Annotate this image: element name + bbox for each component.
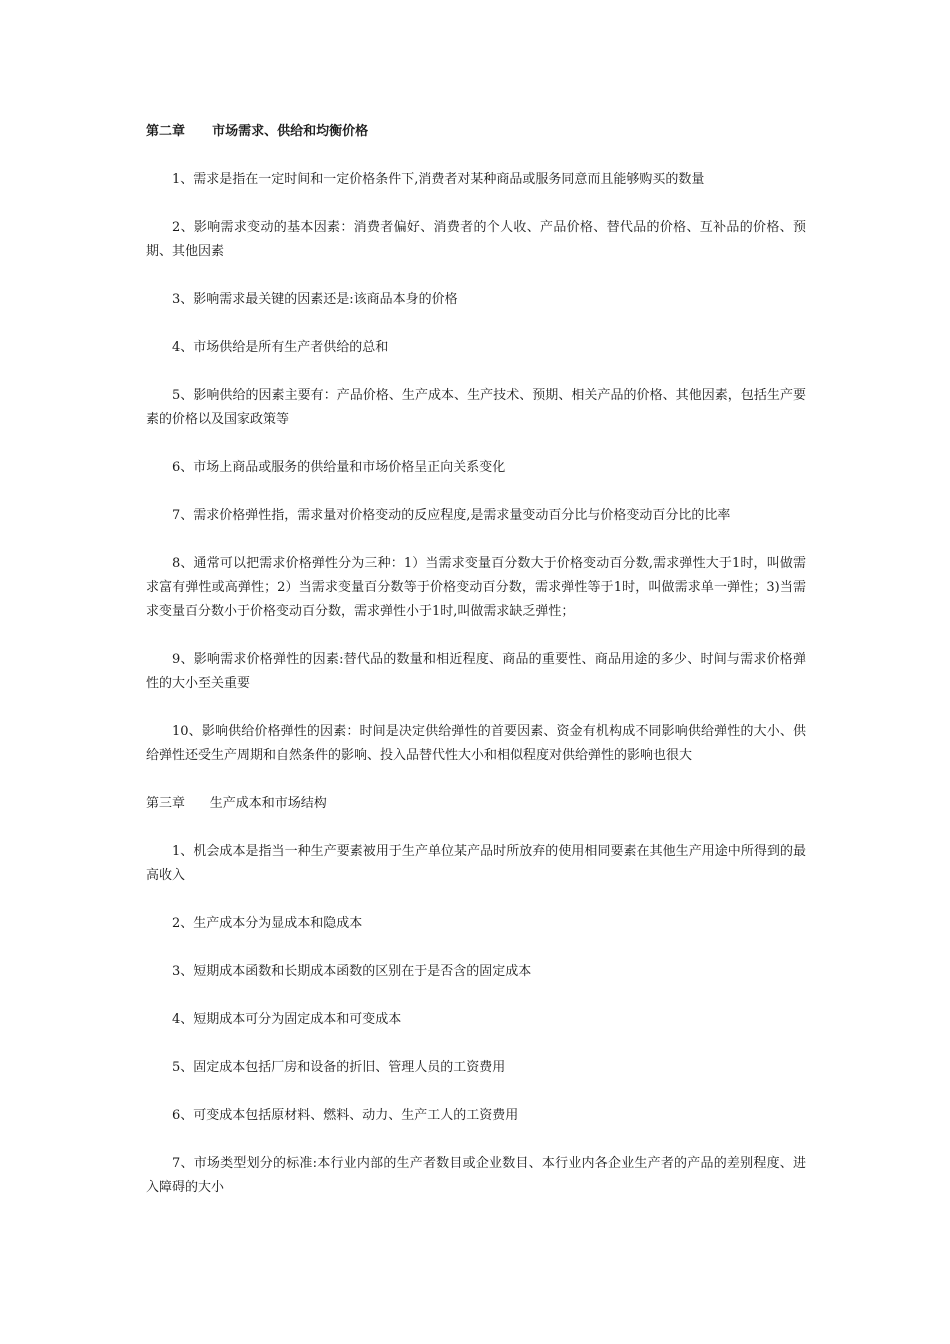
chapter-3-item-7: 7、市场类型划分的标准:本行业内部的生产者数目或企业数目、本行业内各企业生产者的产品的差别程度、进入障碍的大小 <box>146 1156 806 1195</box>
chapter-3-item-1: 1、机会成本是指当一种生产要素被用于生产单位某产品时所放弃的使用相同要素在其他生产用途中所得到的最高收入 <box>146 844 806 883</box>
chapter-3-item-4: 4、短期成本可分为固定成本和可变成本 <box>172 1012 402 1027</box>
chapter-2-item-4: 4、市场供给是所有生产者供给的总和 <box>172 340 389 355</box>
chapter-2-title: 第二章 市场需求、供给和均衡价格 <box>146 124 369 139</box>
chapter-2-item-7: 7、需求价格弹性指，需求量对价格变动的反应程度,是需求量变动百分比与价格变动百分比的比率 <box>172 508 731 523</box>
chapter-2-item-2: 2、影响需求变动的基本因素：消费者偏好、消费者的个人收、产品价格、替代品的价格、互补品的价格、预期、其他因素 <box>146 220 806 259</box>
chapter-2-item-9: 9、影响需求价格弹性的因素:替代品的数量和相近程度、商品的重要性、商品用途的多少、时间与需求价格弹性的大小至关重要 <box>146 652 806 691</box>
chapter-3-item-6: 6、可变成本包括原材料、燃料、动力、生产工人的工资费用 <box>172 1108 519 1123</box>
chapter-3-title: 第三章 生产成本和市场结构 <box>146 796 327 811</box>
chapter-2-item-3: 3、影响需求最关键的因素还是:该商品本身的价格 <box>172 292 458 307</box>
chapter-3-item-5: 5、固定成本包括厂房和设备的折旧、管理人员的工资费用 <box>172 1060 506 1075</box>
document-page <box>146 120 806 1224</box>
chapter-2-item-8: 8、通常可以把需求价格弹性分为三种：1）当需求变量百分数大于价格变动百分数,需求弹性大于1时，叫做需求富有弹性或高弹性；2）当需求变量百分数等于价格变动百分数，需求弹性等于1时，叫做需求单一弹性；3)当需求变量百分数小于价格变动百分数，需求弹性小于1时,叫做需求缺乏弹性； <box>146 556 806 619</box>
chapter-2-item-5: 5、影响供给的因素主要有：产品价格、生产成本、生产技术、预期、相关产品的价格、其他因素，包括生产要素的价格以及国家政策等 <box>146 388 806 427</box>
chapter-2-item-10: 10、影响供给价格弹性的因素：时间是决定供给弹性的首要因素、资金有机构成不同影响供给弹性的大小、供给弹性还受生产周期和自然条件的影响、投入品替代性大小和相似程度对供给弹性的影响也很大 <box>146 724 806 763</box>
chapter-2-item-1: 1、需求是指在一定时间和一定价格条件下,消费者对某种商品或服务同意而且能够购买的数量 <box>172 172 705 187</box>
chapter-2-item-6: 6、市场上商品或服务的供给量和市场价格呈正向关系变化 <box>172 460 506 475</box>
chapter-3-item-3: 3、短期成本函数和长期成本函数的区别在于是否含的固定成本 <box>172 964 532 979</box>
chapter-3-item-2: 2、生产成本分为显成本和隐成本 <box>172 916 363 931</box>
